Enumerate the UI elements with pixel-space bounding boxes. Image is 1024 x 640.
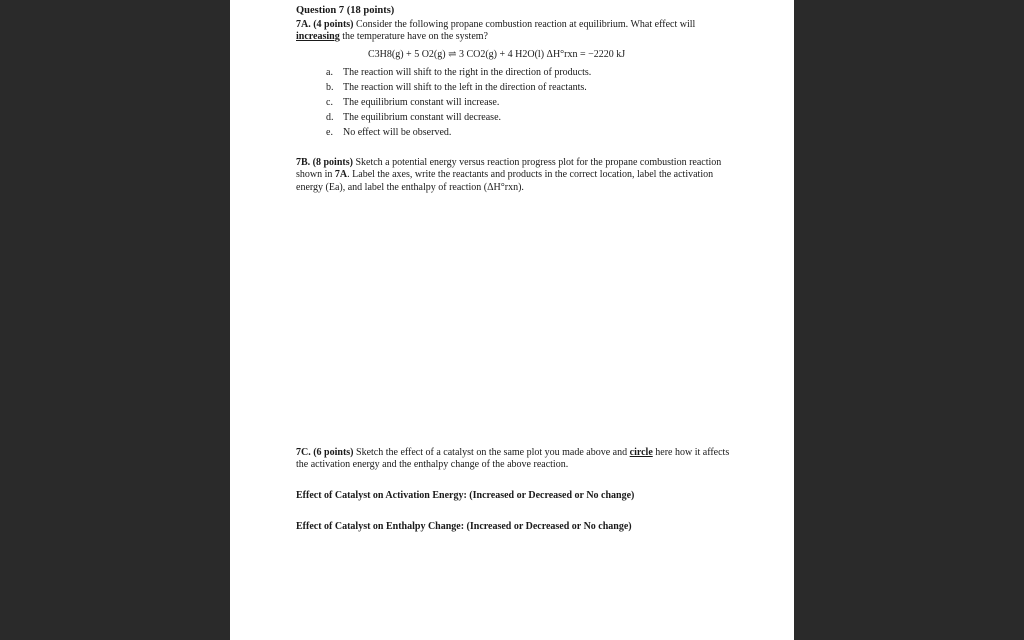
part-b-reference: 7A	[334, 169, 348, 181]
choice-c[interactable]	[326, 97, 499, 109]
effect-activation-energy: Effect of Catalyst on Activation Energy: (Increased or Decreased or No change)	[296, 490, 635, 501]
choice-a[interactable]	[326, 67, 591, 79]
choice-text: The equilibrium constant will decrease.	[343, 112, 502, 123]
part-c-label: 7C. (6 points)	[296, 447, 354, 458]
choice-d[interactable]	[326, 112, 501, 124]
choice-text: The equilibrium constant will increase.	[343, 97, 500, 108]
choice-text: The reaction will shift to the left in the direction of reactants.	[343, 82, 587, 93]
choice-text: The reaction will shift to the right in the direction of products.	[343, 67, 592, 78]
part-c-emphasis: circle	[629, 447, 653, 458]
choice-b[interactable]	[326, 82, 587, 94]
choice-e[interactable]	[326, 127, 451, 139]
question-title: Question 7 (18 points)	[296, 5, 395, 16]
choice-letter: b.	[326, 82, 334, 93]
part-b-label: 7B. (8 points)	[296, 157, 353, 168]
equation-text: C3H8(g) + 5 O2(g) ⇌ 3 CO2(g) + 4 H2O(l) ΔH°rxn = −2220 kJ	[368, 49, 626, 60]
part-a-text-1: Consider the following propane combustion reaction at equilibrium. What effect will	[353, 19, 696, 30]
part-a-label: 7A. (4 points)	[296, 19, 354, 30]
document-page	[230, 0, 794, 640]
choice-text: No effect will be observed.	[343, 127, 452, 138]
part-b-text-2: . Label the axes, write the reactants and products in the correct location, label the activation energy (Ea), and label the enthalpy of reaction (ΔH°rxn).	[296, 169, 714, 193]
choice-letter: a.	[326, 67, 333, 78]
part-c-text-2: here how it affects the activation energy and the enthalpy change of the above reaction.	[296, 447, 730, 471]
part-c-text-1: Sketch the effect of a catalyst on the same plot you made above and	[353, 447, 630, 458]
part-a-prompt	[296, 19, 736, 44]
choice-letter: e.	[326, 127, 333, 138]
effect-enthalpy-change: Effect of Catalyst on Enthalpy Change: (Increased or Decreased or No change)	[296, 521, 632, 532]
part-a-emphasis: increasing	[296, 31, 340, 43]
part-b-text-1: Sketch a potential energy versus reaction progress plot for the propane combustion reaction shown in	[296, 157, 722, 181]
part-a-text-2: the temperature have on the system?	[339, 31, 488, 43]
choice-letter: c.	[326, 97, 333, 108]
reaction-equation	[368, 49, 625, 61]
part-c-prompt	[296, 447, 736, 472]
part-b-prompt	[296, 157, 736, 194]
choice-letter: d.	[326, 112, 334, 123]
